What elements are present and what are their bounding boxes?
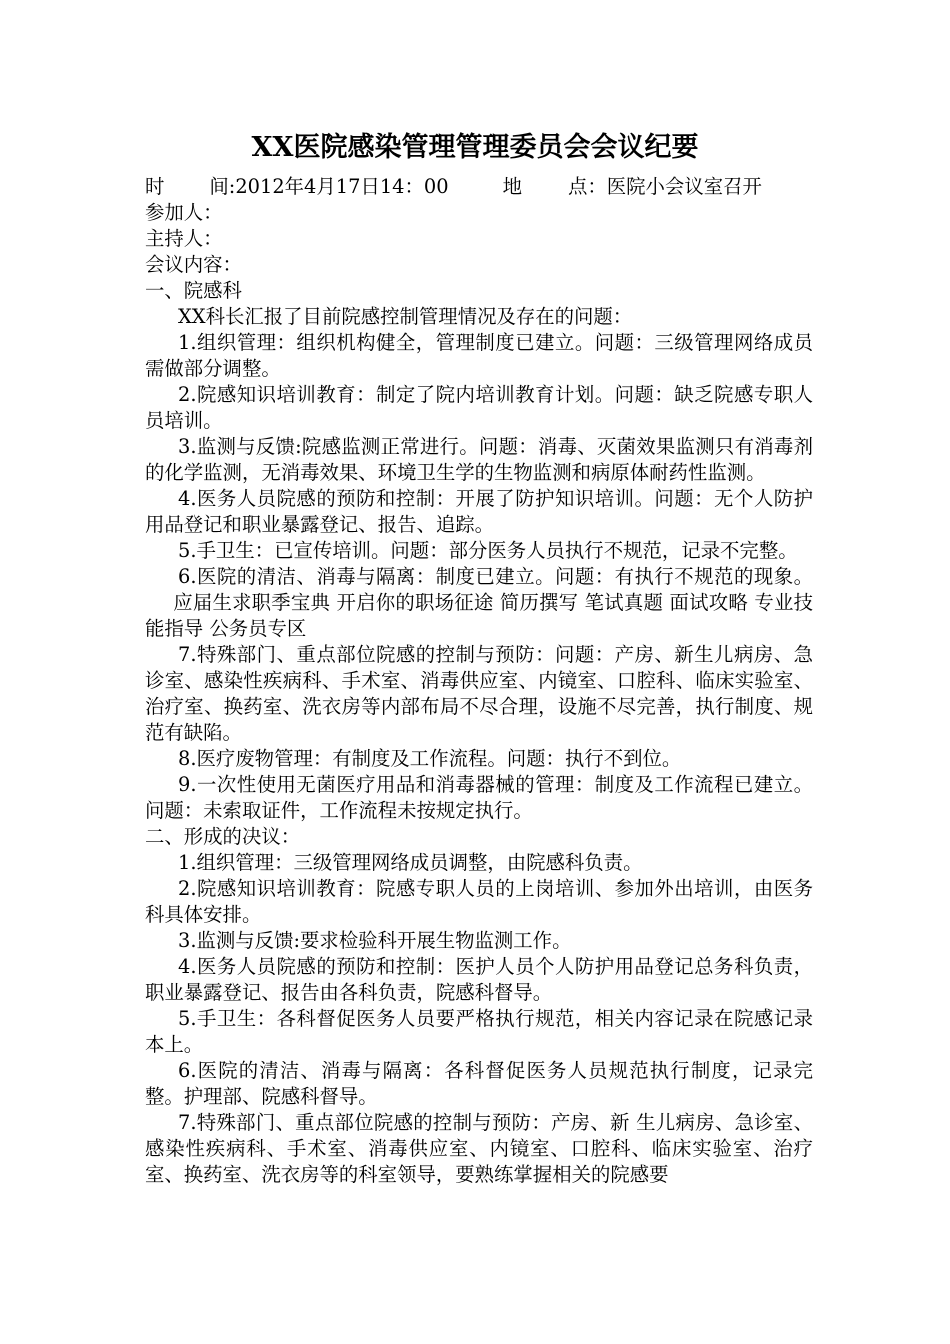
section1-item-3: 3.监测与反馈:院感监测正常进行。问题：消毒、灭菌效果监测只有消毒剂的化学监测，无消毒效果、环境卫生学的生物监测和病原体耐药性监测。	[145, 435, 813, 484]
section1-item-6-text: 6.医院的清洁、消毒与隔离：制度已建立。问题：有执行不规范的现象。	[178, 565, 813, 588]
section2-item-3: 3.监测与反馈:要求检验科开展生物监测工作。	[178, 929, 572, 952]
section1-item-8: 8.医疗废物管理：有制度及工作流程。问题：执行不到位。	[178, 747, 682, 770]
section1-intro: XX科长汇报了目前院感控制管理情况及存在的问题：	[178, 305, 633, 328]
time-label-char: 时	[145, 175, 165, 198]
ad-text: 应届生求职季宝典 开启你的职场征途 简历撰写 笔试真题 面试攻略 专业技能指导 公务员专区	[145, 591, 813, 640]
meeting-place: 点：医院小会议室召开	[567, 175, 762, 198]
meeting-time: 间:2012年4月17日14：00	[209, 175, 449, 198]
section1-item-2: 2.院感知识培训教育：制定了院内培训教育计划。问题：缺乏院感专职人员培训。	[145, 383, 813, 432]
section2-item-4: 4.医务人员院感的预防和控制：医护人员个人防护用品登记总务科负责，职业暴露登记、报告由各科负责，院感科督导。	[145, 955, 813, 1004]
meeting-time-place-line	[145, 174, 813, 200]
section1-item-6	[145, 564, 813, 642]
host-line: 主持人：	[145, 227, 223, 250]
attendees-line: 参加人：	[145, 201, 223, 224]
document-body	[145, 174, 813, 1188]
place-label-char: 地	[502, 175, 522, 198]
section1-item-4: 4.医务人员院感的预防和控制：开展了防护知识培训。问题：无个人防护用品登记和职业暴露登记、报告、追踪。	[145, 487, 813, 536]
section2-item-6: 6.医院的清洁、消毒与隔离：各科督促医务人员规范执行制度，记录完整。护理部、院感科督导。	[145, 1059, 813, 1108]
section1-item-7: 7.特殊部门、重点部位院感的控制与预防：问题：产房、新生儿病房、急诊室、感染性疾病科、手术室、消毒供应室、内镜室、口腔科、临床实验室、治疗室、换药室、洗衣房等内部布局不尽合理，设施不尽完善，执行制度、规范有缺陷。	[145, 643, 813, 744]
section2-item-1: 1.组织管理：三级管理网络成员调整，由院感科负责。	[178, 851, 643, 874]
section2-heading: 二、形成的决议：	[145, 825, 301, 848]
section1-heading: 一、院感科	[145, 279, 242, 302]
section1-item-5: 5.手卫生：已宣传培训。问题：部分医务人员执行不规范，记录不完整。	[178, 539, 798, 562]
section1-item-9: 9.一次性使用无菌医疗用品和消毒器械的管理：制度及工作流程已建立。问题：未索取证件，工作流程未按规定执行。	[145, 773, 813, 822]
section2-item-7: 7.特殊部门、重点部位院感的控制与预防：产房、新 生儿病房、急诊室、感染性疾病科、手术室、消毒供应室、内镜室、口腔科、临床实验室、治疗室、换药室、洗衣房等的科室领导，要熟练掌握相关的院感要	[145, 1111, 813, 1186]
document-title: XX医院感染管理管理委员会会议纪要	[251, 132, 699, 163]
content-line: 会议内容：	[145, 253, 242, 276]
section2-item-5: 5.手卫生：各科督促医务人员要严格执行规范，相关内容记录在院感记录本上。	[145, 1007, 813, 1056]
section2-item-2: 2.院感知识培训教育：院感专职人员的上岗培训、参加外出培训，由医务科具体安排。	[145, 877, 813, 926]
section1-item-1: 1.组织管理：组织机构健全，管理制度已建立。问题：三级管理网络成员需做部分调整。	[145, 331, 813, 380]
